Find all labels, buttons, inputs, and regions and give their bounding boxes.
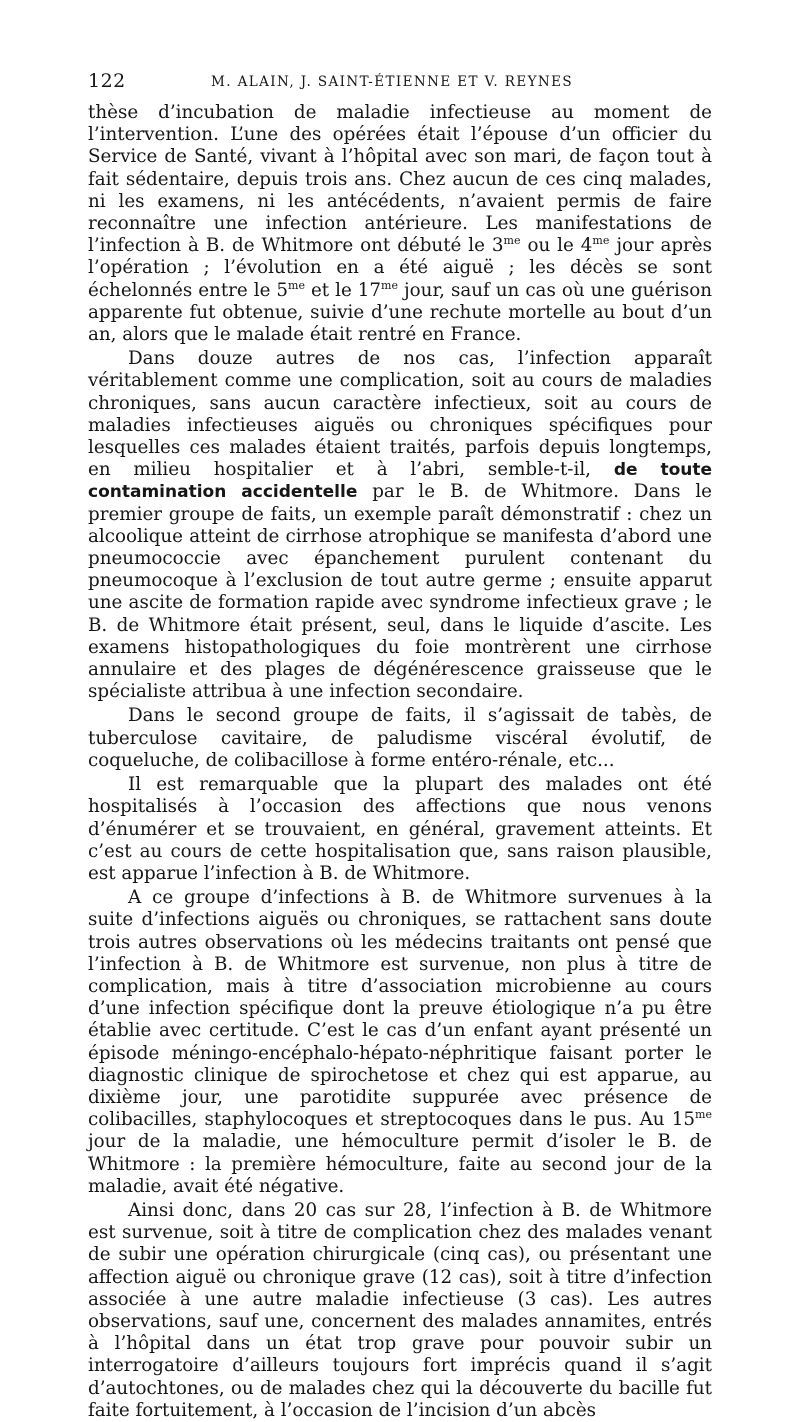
text-segment: Dans douze autres de nos cas, l’infection apparaît véritablement comme une complication, soit au cours de maladies chroniques, sans aucun caractère infectieux, soit au cours de maladies infectieuses aiguës ou chroniques spécifiques pour lesquelles ces malades étaient traités, parfois depuis longtemps, en milieu hospitalier et à l’abri, semble-t-il, (88, 348, 712, 481)
body-text (88, 102, 712, 1422)
paragraph-hospitalization: Il est remarquable que la plupart des malades ont été hospitalisés à l’occasion des affections que nous venons d’énumérer et se trouvaient, en général, gravement atteints. Et c’est au cours de cette hospitalisation que, sans raison plausible, est apparue l’infection à B. de Whitmore. (88, 774, 712, 884)
paragraph-complications (88, 348, 712, 703)
paragraph-continuation (88, 102, 712, 346)
text-segment: jour, sauf un cas où une guérison apparente fut obtenue, suivie d’une rechute mortelle au bout d’un an, alors que le malade était rentré en France. (88, 279, 712, 346)
text-segment: A ce groupe d’infections à B. de Whitmore survenues à la suite d’infections aiguës ou chroniques, se rattachent sans doute trois autres observations où les médecins traitants ont pensé que l’infection à B. de Whitmore est survenue, non plus à titre de complication, mais à titre d’association microbienne au cours d’une infection spécifique dont la preuve étiologique n’a pu être établie avec certitude. C’est le cas d’un enfant ayant présenté un épisode méningo-encéphalo-hépato-néphritique faisant porter le diagnostic clinique de spirochetose et chez qui est apparue, au dixième jour, une parotidite suppurée avec présence de colibacilles, staphylocoques et streptocoques dans le pus. Au 15 (88, 887, 712, 1131)
page-number: 122 (88, 70, 126, 92)
superscript: me (592, 234, 610, 248)
superscript: me (288, 278, 305, 292)
paragraph-association (88, 887, 712, 1198)
superscript: me (381, 278, 398, 292)
text-segment: ou le 4 (520, 235, 593, 257)
text-segment: et le 17 (304, 279, 382, 301)
page-header (88, 70, 711, 96)
paragraph-second-group: Dans le second groupe de faits, il s’agissait de tabès, de tuberculose cavitaire, de paludisme viscéral évolutif, de coqueluche, de colibacillose à forme entéro-rénale, etc... (88, 705, 712, 771)
paragraph-summary: Ainsi donc, dans 20 cas sur 28, l’infection à B. de Whitmore est survenue, soit à titre de complication chez des malades venant de subir une opération chirurgicale (cinq cas), ou présentant une affection aiguë ou chronique grave (12 cas), soit à titre d’infection associée à une autre maladie infectieuse (3 cas). Les autres observations, sauf une, concernent des malades annamites, entrés à l’hôpital dans un état trop grave pour pouvoir subir un interrogatoire d’ailleurs toujours fort imprécis quand il s’agit d’autochtones, ou de malades chez qui la découverte du bacille fut faite fortuitement, à l’occasion de l’incision d’un abcès (88, 1199, 712, 1421)
text-segment: jour après l’opération ; l’évolution en a été aiguë ; les décès se sont échelonnés entre le 5 (88, 235, 712, 301)
running-head: M. ALAIN, J. SAINT-ÉTIENNE ET V. REYNES (211, 74, 574, 90)
superscript: me (695, 1108, 712, 1122)
text-segment: par le B. de Whitmore. Dans le premier groupe de faits, un exemple paraît démonstratif : chez un alcoolique atteint de cirrhose atrophique se manifesta d’abord une pneumococcie avec épanchement purulent contenant du pneumocoque à l’exclusion de tout autre germe ; ensuite apparut une ascite de formation rapide avec syndrome infectieux grave ; le B. de Whitmore était présent, seul, dans le liquide d’ascite. Les examens histopathologiques du foie montrèrent une cirrhose annulaire et des plages de dégénérescence graisseuse que le spécialiste attribua à une infection secondaire. (88, 481, 712, 703)
text-segment: thèse d’incubation de maladie infectieuse au moment de l’intervention. L’une des opérées était l’épouse d’un officier du Service de Santé, vivant à l’hôpital avec son mari, de façon tout à fait sédentaire, depuis trois ans. Chez aucun de ces cinq malades, ni les examens, ni les antécédents, n’avaient permis de faire reconnaître une infection antérieure. Les manifestations de l’infection à B. de Whitmore ont débuté le 3 (88, 102, 712, 257)
text-segment: jour de la maladie, une hémoculture permit d’isoler le B. de Whitmore : la première hémoculture, faite au second jour de la maladie, avait été négative. (88, 1131, 712, 1197)
bold-emphasis: de toute contamination accidentelle (88, 460, 713, 503)
superscript: me (503, 234, 521, 248)
